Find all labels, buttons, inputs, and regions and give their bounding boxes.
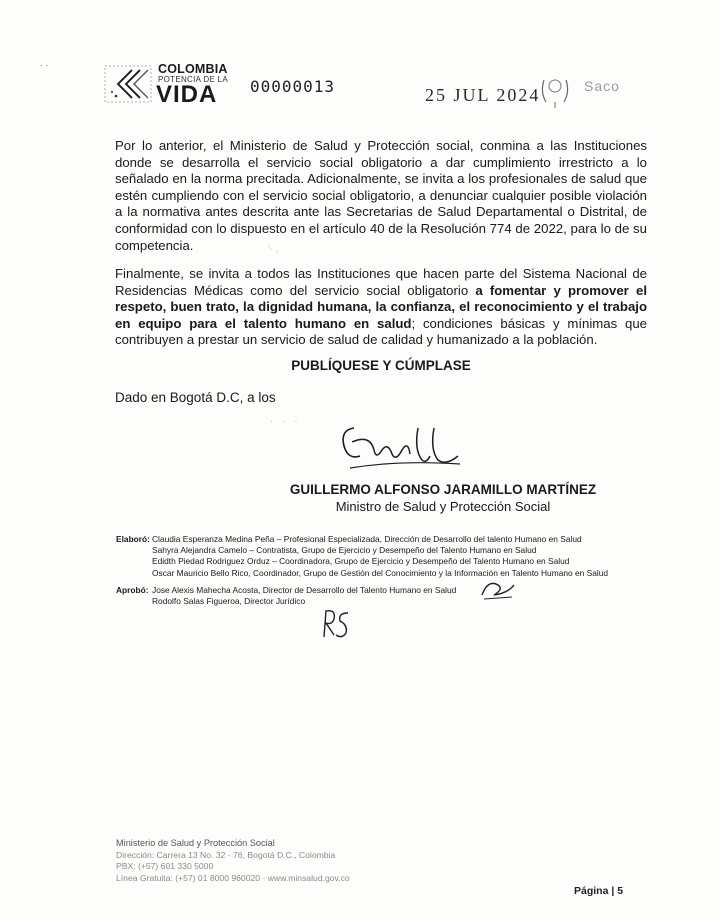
elaboro-label: Elaboró: bbox=[116, 534, 150, 544]
signer-role: Ministro de Salud y Protección Social bbox=[335, 499, 551, 514]
initials-rs-icon bbox=[318, 605, 354, 643]
elaboro-line: Edidth Piedad Rodriguez Orduz – Coordinadora, Grupo de Ejercicio y Desempeño del Talento Humano en Salud bbox=[152, 556, 570, 567]
paragraph-2-text-b: ; condiciones básicas y mínimas que contribuyen a prestar un servicio de salud de calidad y humanizado a la población. bbox=[115, 315, 647, 348]
paragraph-1: Por lo anterior, el Ministerio de Salud y Protección social, conmina a las Instituciones donde se desarrolla el servicio social obligatorio a dar cumplimiento irrestricto a lo señalado en la norma precitada. Adicionalmente, se invita a los profesionales de salud que estén cumpliendo con el servicio social obligatorio, a denunciar cualquier posible violación a la normativa antes descrita ante las Secretarias de Salud Departamental o Distrital, de conformidad con lo dispuesto en el artículo 40 de la Resolución 774 de 2022, para lo de su competencia. bbox=[115, 138, 647, 253]
elaboro-line: Sahyra Alejandra Camelo – Contratista, Grupo de Ejercicio y Desempeño del Talento Humano en Salud bbox=[152, 545, 537, 556]
scan-mark: ⁱ· . bbox=[268, 244, 279, 255]
aprobo-line: Jose Alexis Mahecha Acosta, Director de Desarrollo del Talento Humano en Salud bbox=[152, 585, 457, 595]
scan-dots: · · · bbox=[270, 416, 301, 427]
stamp-text: Saco bbox=[584, 78, 620, 94]
closing-heading: PUBLÍQUESE Y CÚMPLASE bbox=[291, 358, 471, 373]
aprobo-label: Aprobó: bbox=[116, 585, 149, 595]
footer-phone: PBX: (+57) 601 330 5000 bbox=[116, 861, 214, 871]
logo-potencia-text: POTENCIA DE LA bbox=[158, 75, 228, 84]
document-serial: 00000013 bbox=[250, 77, 336, 96]
elaboro-line: Oscar Mauricio Bello Rico, Coordinador, Grupo de Gestión del Conocimiento y la Información en Talento Humano en Salud bbox=[152, 567, 609, 578]
aprobo-list bbox=[152, 585, 456, 607]
logo-vida-text: VIDA bbox=[156, 81, 218, 108]
signer-name: GUILLERMO ALFONSO JARAMILLO MARTÍNEZ bbox=[289, 482, 597, 497]
footer-address: Dirección: Carrera 13 No. 32 - 76, Bogotá D.C., Colombia bbox=[116, 849, 336, 860]
initials-signature-icon bbox=[478, 575, 518, 603]
colombia-logo-icon bbox=[102, 62, 154, 106]
footer-ministry: Ministerio de Salud y Protección Social bbox=[116, 838, 275, 848]
scan-specks: · · bbox=[40, 60, 49, 70]
signature-icon bbox=[330, 420, 470, 476]
paragraph-2-bold: a fomentar y promover el respeto, buen trato, la dignidad humana, la confianza, el reconocimiento y el trabajo en equipo para el talento humano en salud bbox=[115, 282, 647, 331]
paragraph-2-text-a: Finalmente, se invita a todos las Instituciones que hacen parte del Sistema Nacional de Residencias Médicas como del servicio social obligatorio bbox=[115, 266, 647, 298]
aprobo-line: Rodolfo Salas Figueroa, Director Jurídico bbox=[152, 596, 306, 607]
elaboro-line: Claudia Esperanza Medina Peña – Profesional Especializada, Dirección de Desarrollo del talento Humano en Salud bbox=[152, 534, 582, 544]
paragraph-2 bbox=[115, 266, 647, 349]
page-number: Página | 5 bbox=[574, 885, 624, 897]
issued-place: Dado en Bogotá D.C, a los bbox=[115, 390, 276, 405]
seal-stamp-icon bbox=[538, 70, 572, 110]
footer-toll-free: Línea Gratuita: (+57) 01 8000 960020 · www.minsalud.gov.co bbox=[116, 872, 350, 883]
elaboro-list bbox=[152, 534, 608, 579]
logo-colombia-text: COLOMBIA bbox=[158, 62, 228, 76]
footer-contact bbox=[116, 838, 350, 884]
stamp-date: 25 JUL 2024 bbox=[425, 85, 541, 105]
